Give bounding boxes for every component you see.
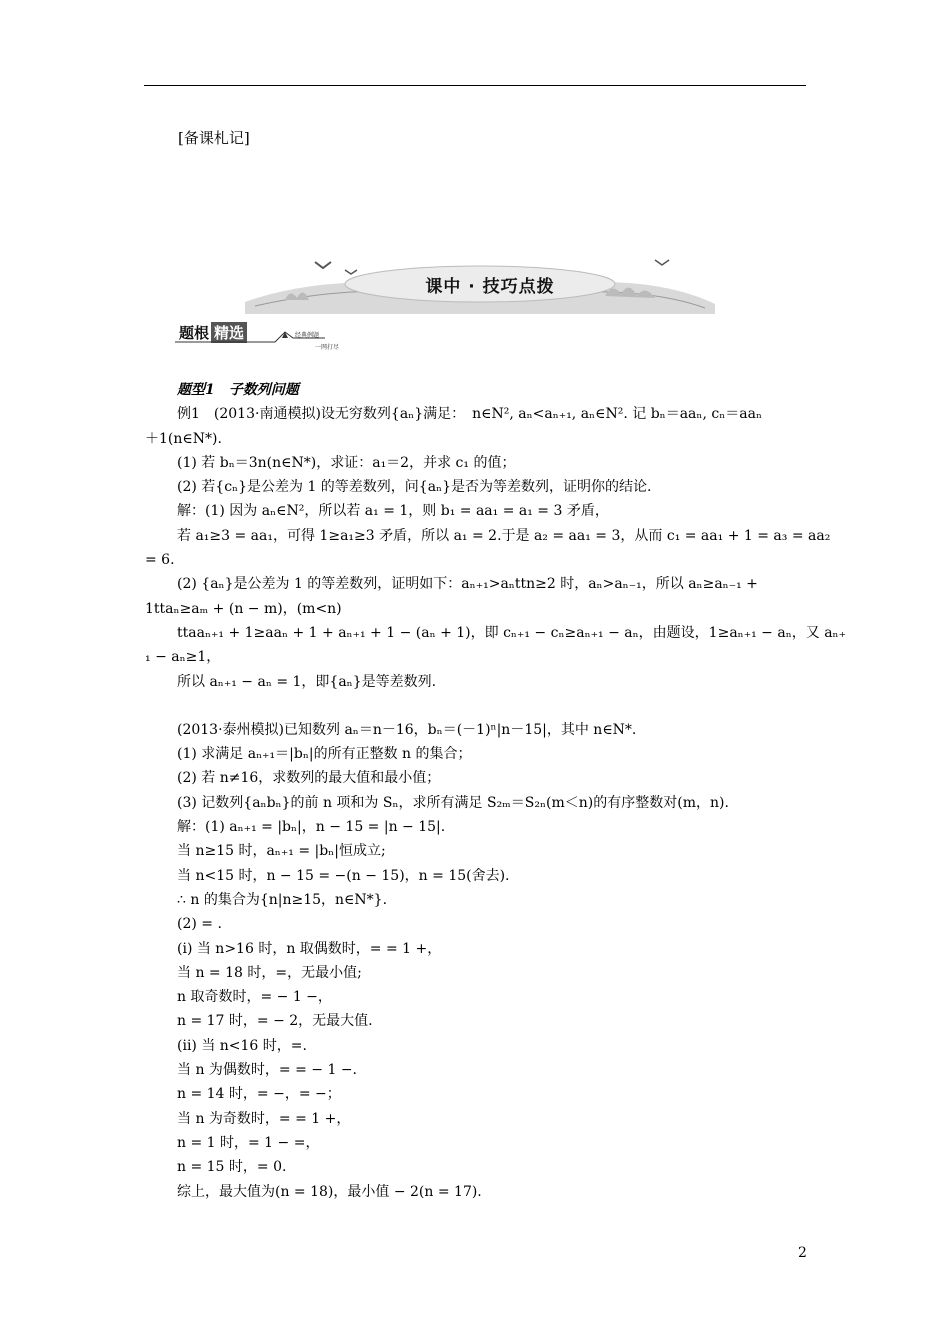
example-2-question-2: (2) 若 n≠16，求数列的最大值和最小值； xyxy=(177,770,441,787)
example-1-line: 例1 (2013·南通模拟)设无穷数列{aₙ}满足： n∈N², aₙ<aₙ₊₁, aₙ∈N². 记 bₙ＝aaₙ, cₙ＝aaₙ xyxy=(177,406,763,423)
section-tag xyxy=(175,322,355,352)
solution-line: 解：(1) aₙ₊₁ = |bₙ|，n − 15 = |n − 15|. xyxy=(177,819,446,836)
solution-line: n = 14 时，= −，= −； xyxy=(177,1086,341,1103)
example-1-question-2: (2) 若{cₙ}是公差为 1 的等差数列，问{aₙ}是否为等差数列，证明你的结论. xyxy=(177,479,652,496)
solution-line: 当 n 为偶数时，= = − 1 −. xyxy=(177,1062,357,1079)
tag-sub2: 一网打尽 xyxy=(315,344,340,351)
solution-line: (2) = . xyxy=(177,916,222,933)
tag-sub1: 经典例题 xyxy=(295,332,320,339)
solution-line: (ⅱ) 当 n<16 时，=. xyxy=(177,1037,307,1054)
solution-line: 当 n = 18 时，=，无最小值; xyxy=(177,964,362,981)
example-2-line: (2013·泰州模拟)已知数列 aₙ＝n－16，bₙ＝(－1)ⁿ|n－15|，其中 n∈N*. xyxy=(177,721,637,738)
solution-line: ₁ − aₙ≥1， xyxy=(145,649,221,666)
example-2-question-1: (1) 求满足 aₙ₊₁＝|bₙ|的所有正整数 n 的集合； xyxy=(177,746,472,763)
example-1-line: ＋1(n∈N*). xyxy=(145,430,222,447)
section-heading: 题型1 子数列问题 xyxy=(177,382,299,398)
example-1-question-1: (1) 若 bₙ＝3n(n∈N*)，求证：a₁＝2，并求 c₁ 的值； xyxy=(177,454,516,471)
tag-box: 精选 xyxy=(211,322,247,343)
solution-line: 若 a₁≥3 = aa₁，可得 1≥a₁≥3 矛盾，所以 a₁ = 2.于是 a₂ = aa₁ = 3，从而 c₁ = aa₁ + 1 = a₃ = aa₂ xyxy=(177,527,831,544)
solution-line: 综上，最大值为(n = 18)，最小值 − 2(n = 17). xyxy=(177,1183,482,1200)
banner-title: 课中 · 技巧点拨 xyxy=(425,277,555,297)
content-body xyxy=(145,378,846,1204)
solution-line: (ⅰ) 当 n>16 时，n 取偶数时，= = 1 +， xyxy=(177,940,442,957)
page-number: 2 xyxy=(798,1245,807,1261)
solution-line: 当 n<15 时，n − 15 = −(n − 15)，n = 15(舍去). xyxy=(177,867,510,884)
tag-prefix: 题根 xyxy=(179,324,210,342)
solution-line: n = 17 时，= − 2，无最大值. xyxy=(177,1013,373,1030)
solution-line: 当 n 为奇数时，= = 1 +， xyxy=(177,1110,351,1127)
solution-line: n 取奇数时，= − 1 −， xyxy=(177,989,332,1006)
top-rule xyxy=(144,85,806,86)
spacer xyxy=(145,694,807,718)
solution-line: n = 1 时，= 1 − =， xyxy=(177,1134,320,1151)
solution-line: n = 15 时，= 0. xyxy=(177,1159,287,1176)
notes-label: [备课札记] xyxy=(178,129,250,147)
solution-line: (2) {aₙ}是公差为 1 的等差数列，证明如下：aₙ₊₁>aₙttn≥2 时，aₙ>aₙ₋₁，所以 aₙ≥aₙ₋₁ + xyxy=(177,576,758,593)
section-banner xyxy=(245,252,715,314)
solution-line: 所以 aₙ₊₁ − aₙ = 1，即{aₙ}是等差数列. xyxy=(177,673,437,690)
solution-line: 解：(1) 因为 aₙ∈N²，所以若 a₁ = 1，则 b₁ = aa₁ = a₁ = 3 矛盾， xyxy=(177,503,609,520)
solution-line: 当 n≥15 时，aₙ₊₁ = |bₙ|恒成立; xyxy=(177,843,386,860)
solution-line: ttaaₙ₊₁ + 1≥aaₙ + 1 + aₙ₊₁ + 1 − (aₙ + 1)，即 cₙ₊₁ − cₙ≥aₙ₊₁ − aₙ，由题设，1≥aₙ₊₁ − aₙ，又 aₙ₊ xyxy=(177,624,846,641)
solution-line: 1ttaₙ≥aₘ + (n − m)，(m<n) xyxy=(145,600,342,617)
solution-line: ∴ n 的集合为{n|n≥15，n∈N*}. xyxy=(177,891,388,908)
example-2-question-3: (3) 记数列{aₙbₙ}的前 n 项和为 Sₙ，求所有满足 S₂ₘ＝S₂ₙ(m＜n)的有序整数对(m，n). xyxy=(177,794,729,811)
solution-line: = 6. xyxy=(145,552,175,569)
